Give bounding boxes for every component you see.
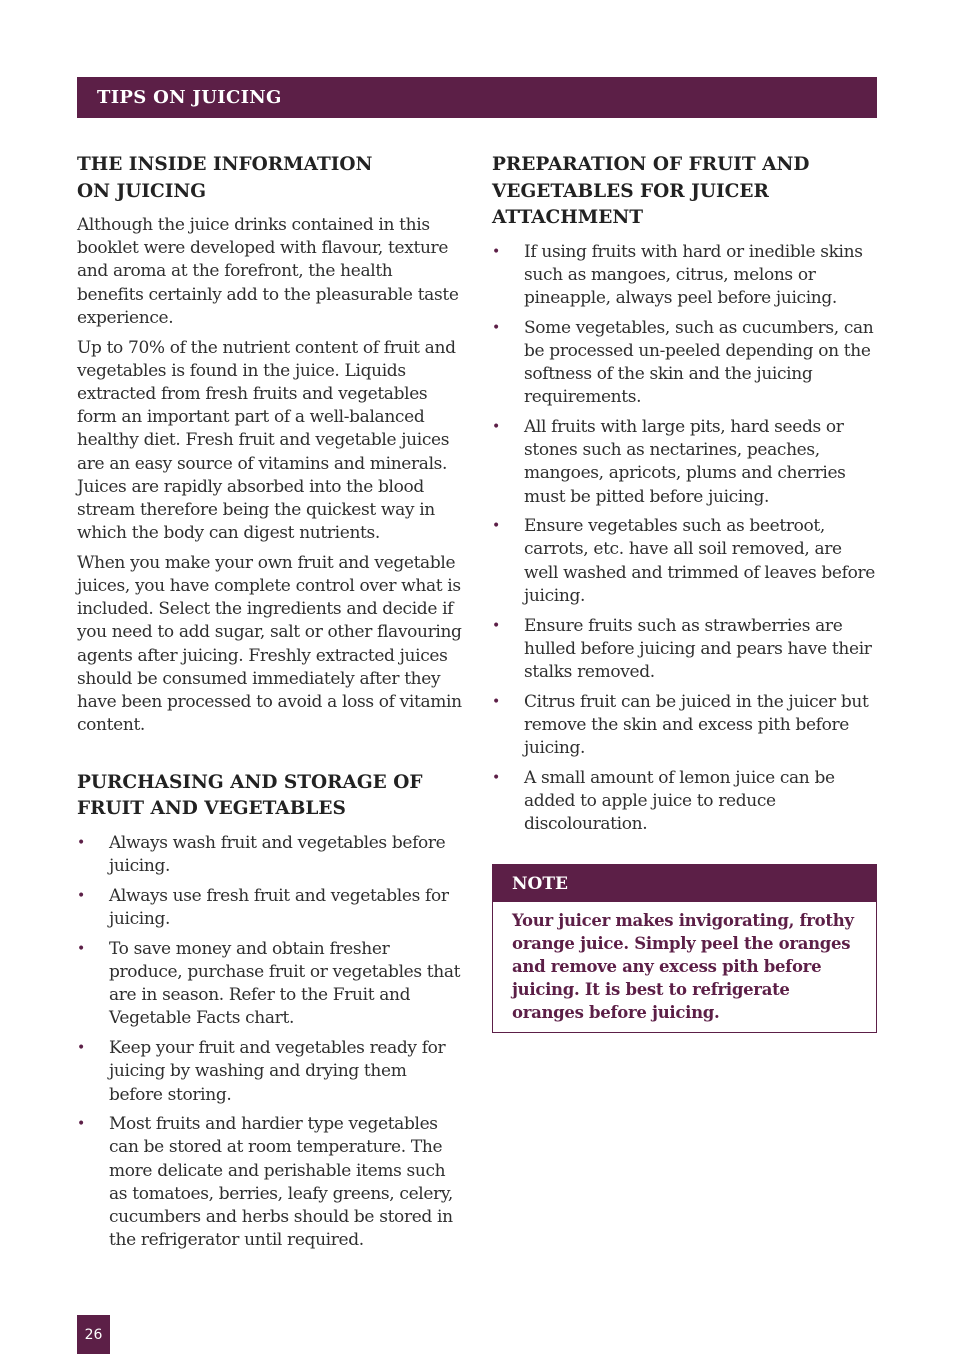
bullet-icon: • xyxy=(492,319,500,336)
list-item: • A small amount of lemon juice can be added to apple juice to reduce discolouration. xyxy=(492,767,835,835)
inside-information-heading: THE INSIDE INFORMATION ON JUICING xyxy=(77,154,373,202)
bullet-icon: • xyxy=(77,1040,85,1057)
paragraph: Although the juice drinks contained in this booklet were developed with flavour, texture and aroma at the forefront, the health benefits certainly add to the pleasurable taste experience. xyxy=(77,215,459,328)
list-item: • To save money and obtain fresher produce, purchase fruit or vegetables that are in season. Refer to the Fruit and Vegetable Facts chart. xyxy=(77,938,461,1029)
list-item: • Citrus fruit can be juiced in the juicer but remove the skin and excess pith before juicing. xyxy=(492,691,869,759)
left-column xyxy=(77,152,463,1259)
section-banner xyxy=(77,77,877,118)
purchasing-list xyxy=(77,832,463,1252)
bullet-icon: • xyxy=(492,769,500,786)
bullet-icon: • xyxy=(492,693,500,710)
list-item: • If using fruits with hard or inedible skins such as mangoes, citrus, melons or pineapple, always peel before juicing. xyxy=(492,241,863,308)
bullet-icon: • xyxy=(77,940,85,957)
paragraph: When you make your own fruit and vegetable juices, you have complete control over what is included. Select the ingredients and decide if you need to add sugar, salt or other flavouring agents after juicing. Freshly extracted juices should be consumed immediately after they have been processed to avoid a loss of vitamin content. xyxy=(77,552,462,736)
bullet-icon: • xyxy=(492,243,500,260)
paragraph: Up to 70% of the nutrient content of fruit and vegetables is found in the juice. Liquids extracted from fresh fruits and vegetables form an important part of a well-balanced healthy diet. Fresh fruit and vegetable juices are an easy source of vitamins and minerals. Juices are rapidly absorbed into the blood stream therefore being the quickest way in which the body can digest nutrients. xyxy=(77,337,456,544)
bullet-icon: • xyxy=(77,887,85,904)
list-item: • Ensure vegetables such as beetroot, carrots, etc. have all soil removed, are well washed and trimmed of leaves before juicing. xyxy=(492,516,875,606)
banner-title: TIPS ON JUICING xyxy=(97,87,282,108)
note-header xyxy=(493,865,876,902)
purchasing-storage-heading: PURCHASING AND STORAGE OF FRUIT AND VEGETABLES xyxy=(77,771,423,820)
bullet-icon: • xyxy=(77,1116,85,1133)
list-item: • Ensure fruits such as strawberries are hulled before juicing and pears have their stalks removed. xyxy=(492,615,872,682)
list-item: • Keep your fruit and vegetables ready for juicing by washing and drying them before storing. xyxy=(77,1038,446,1105)
note-text: Your juicer makes invigorating, frothy orange juice. Simply peel the oranges and remove any excess pith before juicing. It is best to refrigerate oranges before juicing. xyxy=(512,911,854,1022)
note-box xyxy=(492,864,877,1033)
preparation-heading: PREPARATION OF FRUIT AND VEGETABLES FOR JUICER ATTACHMENT xyxy=(492,154,810,228)
bullet-icon: • xyxy=(492,418,500,435)
bullet-icon: • xyxy=(492,518,500,535)
list-item: • All fruits with large pits, hard seeds or stones such as nectarines, peaches, mangoes, apricots, plums and cherries must be pitted before juicing. xyxy=(492,416,846,507)
note-title: NOTE xyxy=(512,873,568,894)
list-item: • Always wash fruit and vegetables before juicing. xyxy=(77,832,446,877)
right-column xyxy=(492,152,876,843)
list-item: • Some vegetables, such as cucumbers, can be processed un-peeled depending on the softness of the skin and the juicing requirements. xyxy=(492,317,874,408)
bullet-icon: • xyxy=(492,617,500,634)
preparation-list xyxy=(492,241,876,837)
list-item: • Most fruits and hardier type vegetables can be stored at room temperature. The more delicate and perishable items such as tomatoes, berries, leafy greens, celery, cucumbers and herbs should be stored in the refrigerator until required. xyxy=(77,1114,453,1251)
page-number: 26 xyxy=(77,1315,110,1354)
bullet-icon: • xyxy=(77,834,85,851)
list-item: • Always use fresh fruit and vegetables for juicing. xyxy=(77,885,449,930)
